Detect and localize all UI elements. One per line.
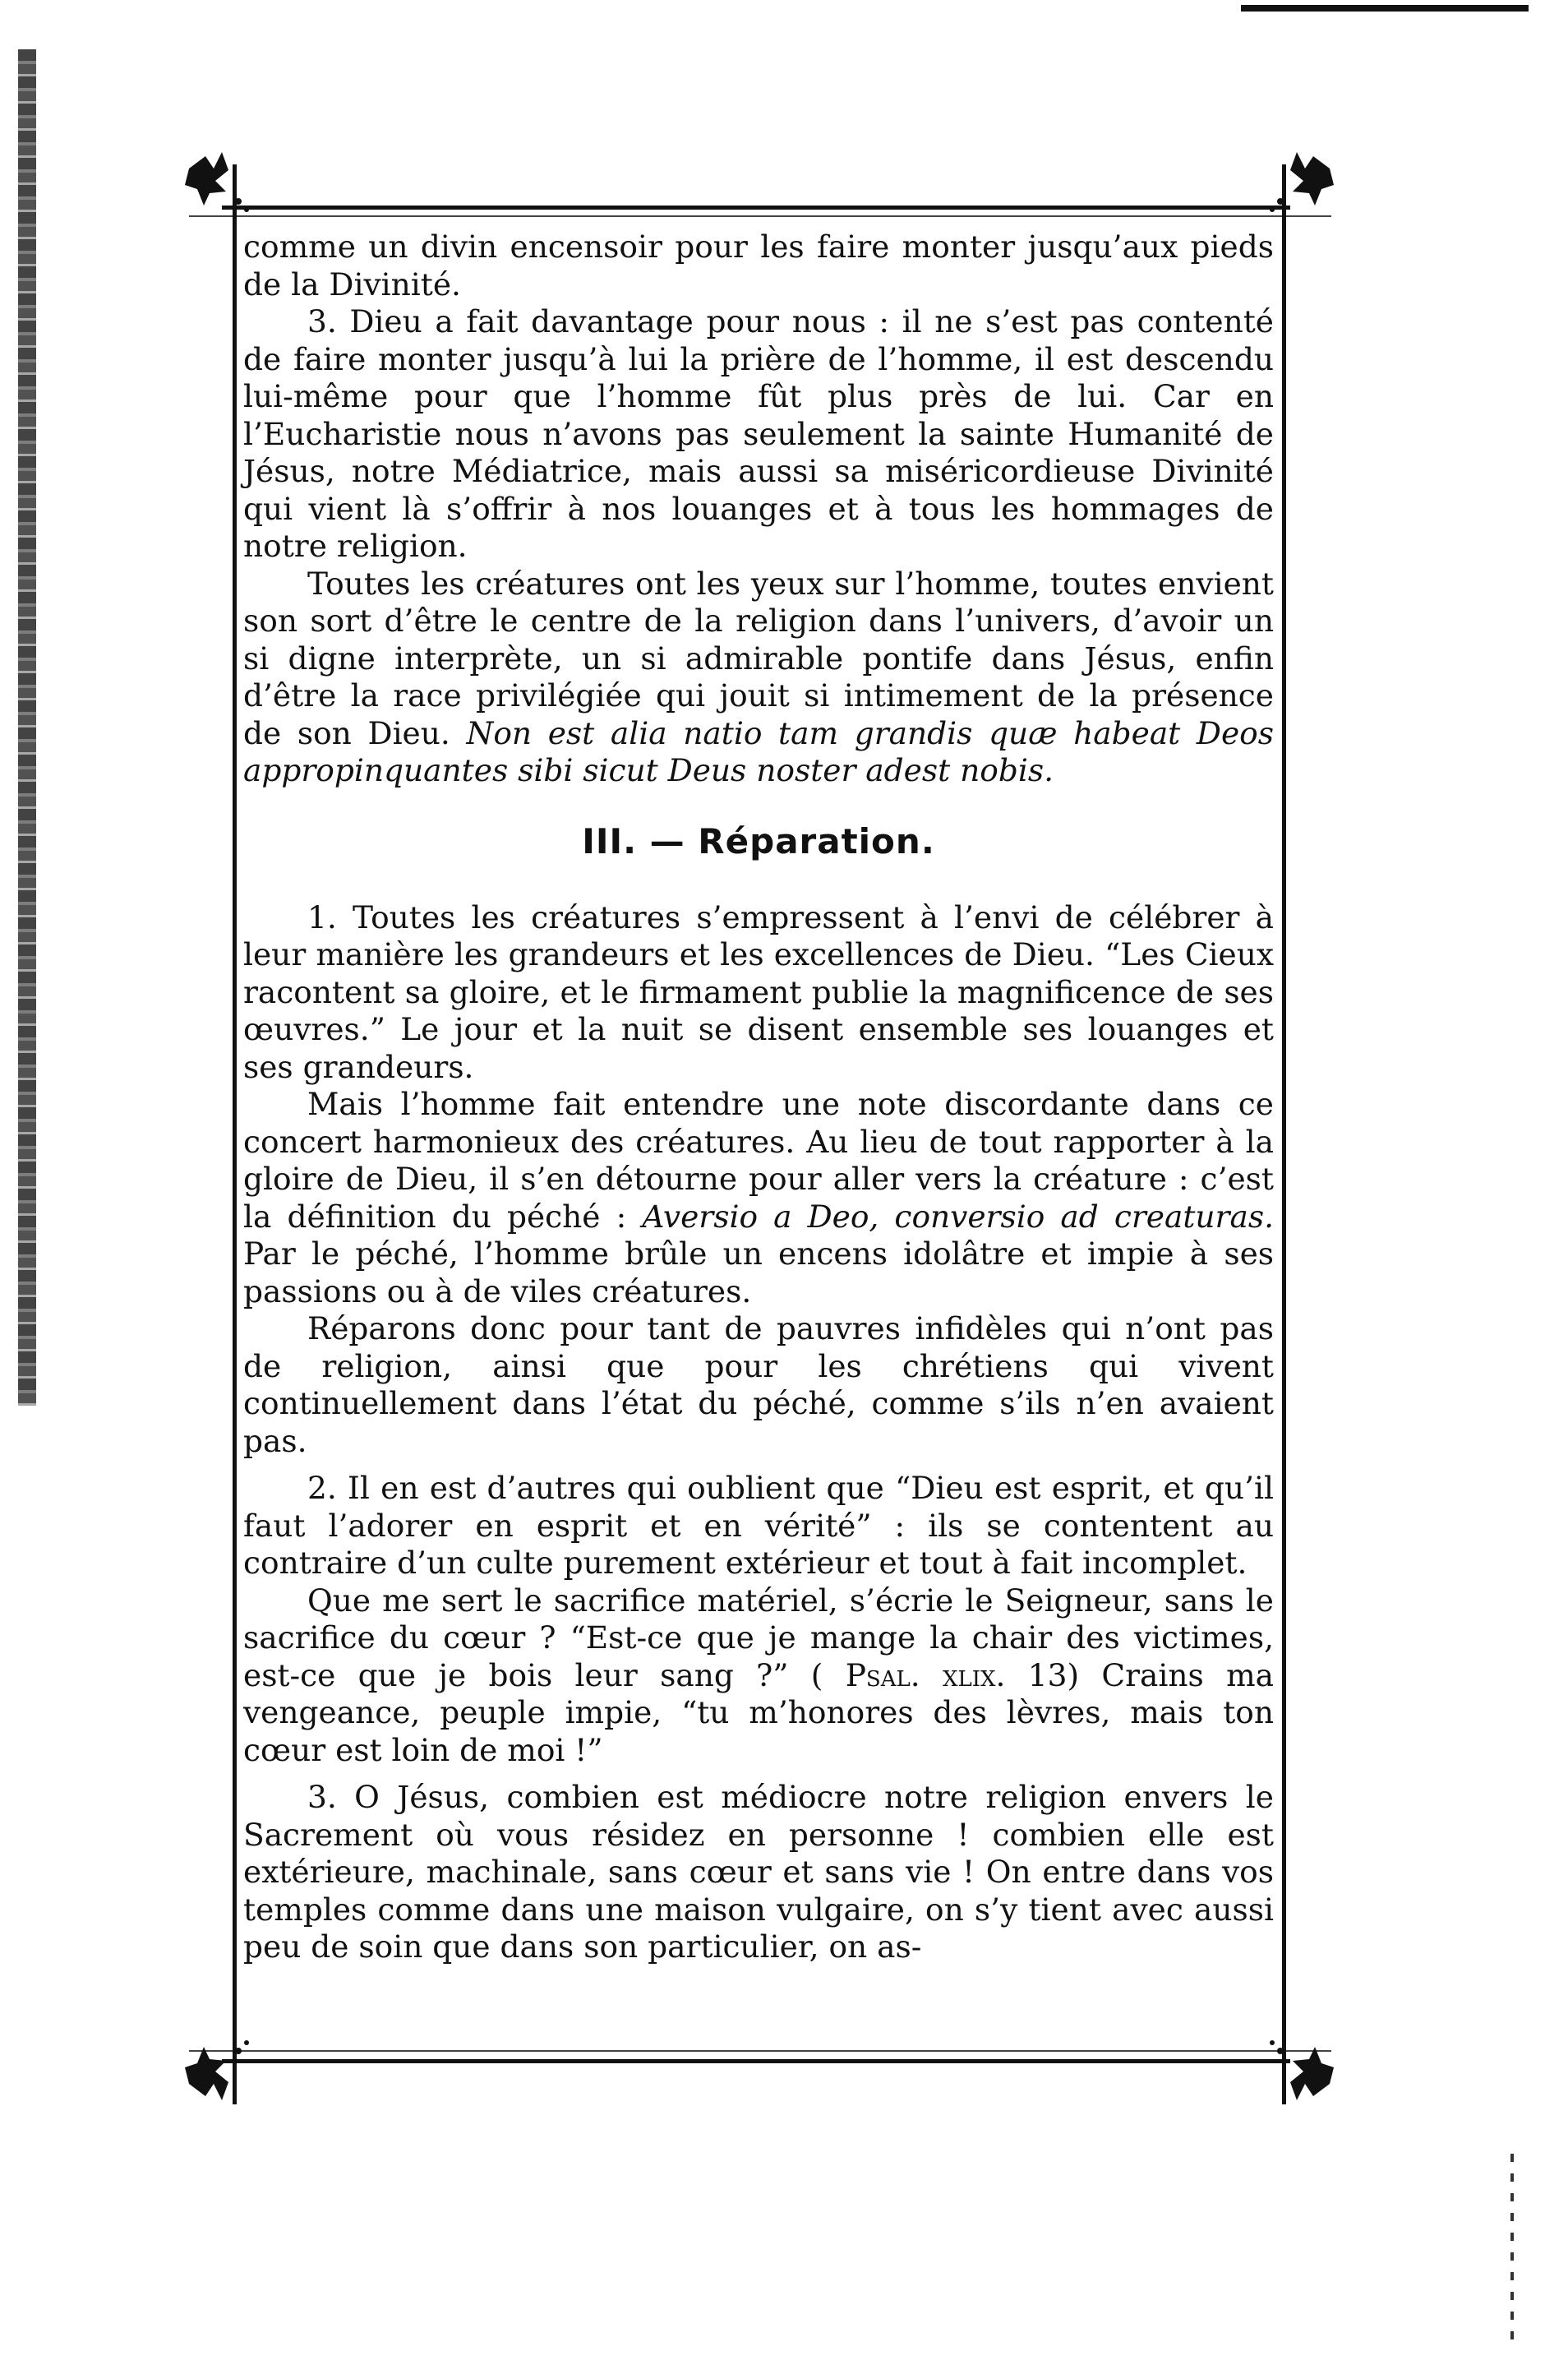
paragraphs-after [243, 899, 1274, 1966]
paragraph-p4 [243, 899, 1274, 1087]
text-run: Réparons donc pour tant de pauvres infidèles qui n’ont pas de religion, ainsi que pour les chrétiens qui vivent continuellement dans l’état du péché, comme s’ils n’en avaient pas. [243, 1310, 1274, 1459]
paragraph-p1 [243, 229, 1274, 303]
frame-left-line [233, 164, 237, 2104]
ornament-top-right-icon [1256, 144, 1338, 226]
text-run: 3. Dieu a fait davantage pour nous : il ne s’est pas contenté de faire monter jusqu’à lui la prière de l’homme, il est descendu lui-même pour que l’homme fût plus près de lui. Car en l’Eucharistie nous n’avons pas seulement la sainte Humanité de Jésus, notre Médiatrice, mais aussi sa miséricordieuse Divinité qui vient là s’offrir à nos louanges et à tous les hommages de notre religion. [243, 303, 1274, 564]
citation: Psal. xlix. [845, 1656, 1006, 1693]
page-body [243, 229, 1274, 2049]
section-title: III. — Réparation. [582, 820, 935, 861]
frame-right-line [1282, 164, 1286, 2104]
scan-right-speck [1510, 2154, 1514, 2343]
scan-left-edge [18, 49, 36, 1406]
paragraph-p6 [243, 1310, 1274, 1460]
paragraph-p3 [243, 566, 1274, 790]
scan-top-rule [1241, 5, 1529, 12]
text-run: Toutes les créatures ont les yeux sur l’homme, toutes envient son sort d’être le centre de la religion dans l’univers, d’avoir un si digne interprète, un si admirable pontife dans Jésus, enfin d’être la race privilégiée qui jouit si intimement de la présence de son Dieu. [243, 565, 1274, 751]
text-run: comme un divin encensoir pour les faire monter jusqu’aux pieds de la Divinité. [243, 229, 1274, 303]
frame-bottom-line-inner [189, 2050, 1331, 2052]
paragraph-p8 [243, 1582, 1274, 1770]
text-run: 2. Il en est d’autres qui oublient que “Dieu est esprit, et qu’il faut l’adorer en esprit et en vérité” : ils se contentent au contraire d’un culte purement extérieur et tout à fait incomplet. [243, 1470, 1274, 1581]
latin-quote: Aversio a Deo, conversio ad creaturas. [642, 1198, 1274, 1235]
paragraph-p5 [243, 1086, 1274, 1310]
paragraph-p9 [243, 1779, 1274, 1966]
text-run: 1. Toutes les créatures s’empressent à l’envi de célébrer à leur manière les grandeurs et les excellences de Dieu. “Les Cieux racontent sa gloire, et le firmament publie la magnificence de ses œuvres.” Le jour et la nuit se disent ensemble ses louanges et ses grandeurs. [243, 898, 1274, 1085]
frame-top-line-inner [189, 215, 1331, 217]
text-run: Mais l’homme fait entendre une note discordante dans ce concert harmonieux des créatures. Au lieu de tout rapporter à la gloire de Dieu, il s’en détourne pour aller vers la créature : c’est la définition du péché : [243, 1086, 1274, 1235]
text-run: Par le péché, l’homme brûle un encens idolâtre et impie à ses passions ou à de viles créatures. [243, 1235, 1274, 1309]
latin-quote: Non est alia natio tam grandis quæ habeat Deos appropinquantes sibi sicut Deus noster adest nobis. [243, 714, 1274, 788]
text-run: 3. O Jésus, combien est médiocre notre religion envers le Sacrement où vous résidez en personne ! combien elle est extérieure, machinale, sans cœur et sans vie ! On entre dans vos temples comme dans une maison vulgaire, on s’y tient avec aussi peu de soin que dans son particulier, on as- [243, 1779, 1274, 1965]
ornament-top-left-icon [181, 144, 263, 226]
frame-top-line [222, 206, 1290, 210]
paragraph-p7 [243, 1470, 1274, 1582]
text-run: Que me sert le sacrifice matériel, s’écrie le Seigneur, sans le sacrifice du cœur ? “Est-ce que je mange la chair des victimes, est-ce que je bois leur sang ?” ( [243, 1582, 1274, 1693]
paragraphs-before [243, 229, 1274, 790]
paragraph-p2 [243, 303, 1274, 566]
text-run: 13) Crains ma vengeance, peuple impie, “tu m’honores des lèvres, mais ton cœur est loin de moi !” [243, 1656, 1274, 1768]
frame-bottom-line [222, 2059, 1290, 2063]
